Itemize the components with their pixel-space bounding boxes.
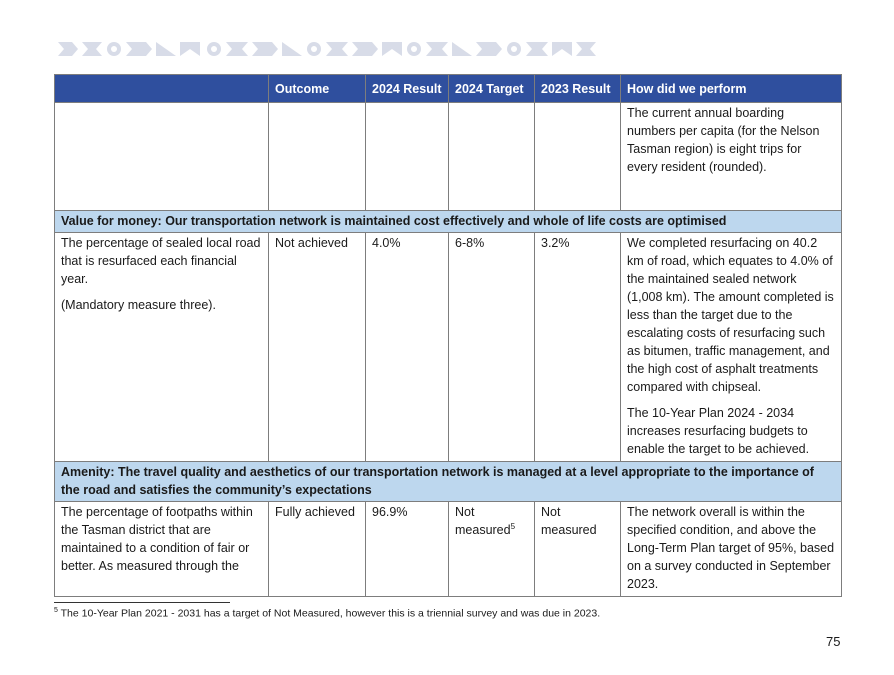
outcome-cell <box>269 103 366 211</box>
section-amenity: Amenity: The travel quality and aesthetics of our transportation network is managed at a level appropriate to the importance of the road and satisfies the community’s expectations <box>55 462 842 502</box>
performance-cell: The current annual boarding numbers per capita (for the Nelson Tasman region) is eight trips for every resident (rounded). <box>621 103 842 211</box>
target-2024-cell <box>449 103 535 211</box>
table-row <box>55 502 842 597</box>
measure-text: The percentage of sealed local road that is resurfaced each financial year. <box>61 236 261 286</box>
footnote-number: 5 <box>54 607 58 614</box>
result-2023-cell: 3.2% <box>535 233 621 462</box>
performance-cell <box>621 233 842 462</box>
result-2024-cell <box>366 103 449 211</box>
table-header-row <box>55 75 842 103</box>
result-2024-cell: 96.9% <box>366 502 449 597</box>
measure-note: (Mandatory measure three). <box>61 298 216 312</box>
decorative-pattern-banner <box>58 38 598 60</box>
section-header-row <box>55 211 842 233</box>
section-header-row <box>55 462 842 502</box>
table-row <box>55 103 842 211</box>
header-2024-result: 2024 Result <box>366 75 449 103</box>
performance-paragraph: The 10-Year Plan 2024 - 2034 increases resurfacing budgets to enable the target to be achieved. <box>627 406 810 456</box>
measure-cell <box>55 233 269 462</box>
header-how-did-we-perform: How did we perform <box>621 75 842 103</box>
target-2024-cell: 6-8% <box>449 233 535 462</box>
section-value-for-money: Value for money: Our transportation network is maintained cost effectively and whole of life costs are optimised <box>55 211 842 233</box>
header-2024-target: 2024 Target <box>449 75 535 103</box>
page-number: 75 <box>826 634 841 649</box>
result-2024-cell: 4.0% <box>366 233 449 462</box>
outcome-cell: Not achieved <box>269 233 366 462</box>
header-outcome: Outcome <box>269 75 366 103</box>
footnote-separator <box>54 602 230 603</box>
header-2023-result: 2023 Result <box>535 75 621 103</box>
result-2023-cell <box>535 103 621 211</box>
footnote-reference[interactable]: 5 <box>510 521 516 531</box>
header-measure <box>55 75 269 103</box>
footnote <box>54 607 600 620</box>
performance-measures-table <box>54 74 842 597</box>
outcome-cell: Fully achieved <box>269 502 366 597</box>
table-row <box>55 233 842 462</box>
result-2023-cell: Not measured <box>535 502 621 597</box>
performance-paragraph: We completed resurfacing on 40.2 km of road, which equates to 4.0% of the maintained sealed network (1,008 km). The amount completed is less than the target due to the escalating costs of resurfacing such as bitumen, traffic management, and the high cost of asphalt treatments compared with chipseal. <box>627 236 834 394</box>
footnote-text: The 10-Year Plan 2021 - 2031 has a target of Not Measured, however this is a triennial survey and was due in 2023. <box>57 607 601 620</box>
target-2024-cell <box>449 502 535 597</box>
measure-cell <box>55 103 269 211</box>
performance-cell: The network overall is within the specified condition, and above the Long-Term Plan target of 95%, based on a survey conducted in September 2023. <box>621 502 842 597</box>
measure-cell: The percentage of footpaths within the Tasman district that are maintained to a condition of fair or better. As measured through the <box>55 502 269 597</box>
target-value: Not measured <box>455 505 511 537</box>
